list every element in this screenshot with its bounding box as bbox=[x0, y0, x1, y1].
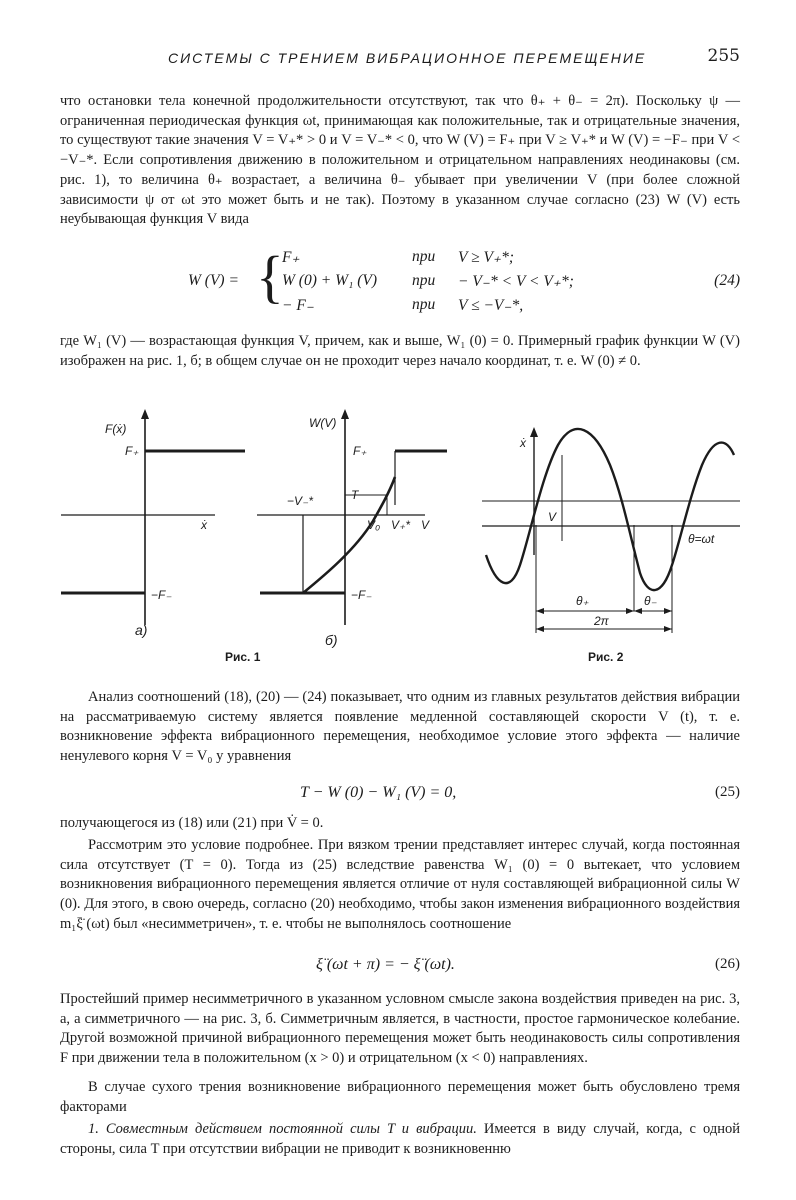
fig1b-neg-label: −V₋* bbox=[287, 494, 314, 508]
equation-25-number: (25) bbox=[715, 784, 740, 800]
eq24-row1-cond: V ≥ V₊*; bbox=[458, 249, 515, 266]
fig2-arrow-2 bbox=[626, 608, 634, 614]
figure-1-caption: Рис. 1 bbox=[225, 650, 261, 664]
eq24-row2-word: при bbox=[412, 272, 436, 289]
equation-24-lhs: W (V) = bbox=[188, 272, 239, 289]
eq24-row3-cond: V ≤ −V₋*, bbox=[458, 297, 524, 314]
paragraph-6: Простейший пример несимметричного в указанном условном смысле закона воздействия приведен на рис. 3, а, а симметричного — на рис. 3, б. Симметричным является, в частности, простое гармоническое колебание. Другой возможной причиной вибрационного перемещения может быть неодинаковость силы сопротивления F при движении тела в положительном (x > 0) и отрицательном (x < 0) направлениях. bbox=[60, 991, 740, 1067]
fig1b-upper-label: F₊ bbox=[353, 444, 367, 458]
fig1a-ylabel: F(ẋ) bbox=[105, 422, 127, 436]
figure-2-caption: Рис. 2 bbox=[588, 650, 624, 664]
fig2-period: 2π bbox=[594, 614, 609, 628]
eq24-row2-cond: − V₋* < V < V₊*; bbox=[458, 273, 574, 290]
fig1b-t-label: T bbox=[351, 488, 359, 502]
equation-26-body: ξ̈ (ωt + π) = − ξ̈ (ωt). bbox=[316, 956, 455, 973]
fig2-xlabel: θ=ωt bbox=[688, 532, 715, 546]
equation-24 bbox=[60, 246, 740, 318]
paragraph-4: получающегося из (18) или (21) при V̇ = 0. bbox=[60, 815, 324, 831]
fig1a-xlabel: ẋ bbox=[201, 518, 207, 532]
figure-1 bbox=[55, 405, 455, 670]
page-number: 255 bbox=[707, 46, 740, 66]
paragraph-2: где W₁ (V) — возрастающая функция V, причем, как и выше, W₁ (0) = 0. Примерный график функции W (V) изображен на рис. 1, б; в общем случае он не проходит через начало координат, т. е. W (0) ≠ 0. bbox=[60, 333, 740, 369]
eq24-row3-expr: − F₋ bbox=[282, 297, 314, 314]
figure-2 bbox=[478, 425, 740, 670]
paragraph-8 bbox=[60, 1120, 740, 1159]
equation-25-body: T − W (0) − W₁ (V) = 0, bbox=[300, 784, 457, 801]
fig2-arrow-4 bbox=[664, 608, 672, 614]
fig2-arrow-3 bbox=[634, 608, 642, 614]
fig2-velocity-curve bbox=[486, 429, 734, 590]
equation-25 bbox=[60, 784, 740, 810]
fig1b-vplus-label: V₊* bbox=[391, 518, 411, 532]
paragraph-7: В случае сухого трения возникновение вибрационного перемещения может быть обусловлено тремя факторами bbox=[60, 1079, 740, 1115]
piecewise-definition bbox=[60, 246, 740, 316]
fig1a-upper-label: F₊ bbox=[125, 444, 139, 458]
equation-26 bbox=[60, 956, 740, 982]
fig1a-y-arrow bbox=[141, 409, 149, 419]
fig1b-curve bbox=[303, 477, 395, 593]
eq24-row1-expr: F₊ bbox=[282, 249, 300, 266]
eq24-row2-expr: W (0) + W₁ (V) bbox=[282, 272, 378, 289]
fig1b-panel-label: б) bbox=[325, 632, 338, 648]
fig2-ylabel: ẋ bbox=[520, 436, 526, 450]
fig1b-y-arrow bbox=[341, 409, 349, 419]
fig2-arrow-1 bbox=[536, 608, 544, 614]
left-brace: { bbox=[256, 244, 284, 309]
fig1b-lower-label: −F₋ bbox=[351, 588, 372, 602]
fig1a-panel-label: а) bbox=[135, 622, 148, 638]
paragraph-3: Анализ соотношений (18), (20) — (24) показывает, что одним из главных результатов действия вибрации на рассматриваемую систему является появление медленной составляющей скорости V (t), т. е. возникновение эффекта вибрационного перемещения, необходимое условие этого эффекта — наличие ненулевого корня V = V₀ у уравнения bbox=[60, 689, 740, 765]
paragraph-5: Рассмотрим это условие подробнее. При вязком трении представляет интерес случай, когда постоянная сила отсутствует (T = 0). Тогда из (25) вследствие равенства W₁ (0) = 0 вытекает, что условием возникновения вибрационного перемещения является отличие от нуля составляющей вибрационной силы W (0). Для этого, в свою очередь, согласно (20) необходимо, чтобы закон изменения вибрационного воздействия m₁ξ̈ (ωt) был «несимметричен», т. е. чтобы не выполнялось соотношение bbox=[60, 837, 740, 932]
eq24-row1-word: при bbox=[412, 248, 436, 265]
page-header bbox=[60, 46, 740, 72]
fig1b-ylabel: W(V) bbox=[309, 416, 337, 430]
fig2-arrow-6 bbox=[664, 626, 672, 632]
paragraph-8-rest: Имеется в виду случай, когда, с одной стороны, сила T при отсутствии вибрации не приводит к возникновенню bbox=[60, 1121, 741, 1157]
eq24-row3-word: при bbox=[412, 296, 436, 313]
equation-26-number: (26) bbox=[715, 956, 740, 972]
equation-24-number: (24) bbox=[714, 272, 740, 289]
fig1b-xlabel: V bbox=[421, 518, 430, 532]
fig2-v-label: V bbox=[548, 510, 557, 524]
fig2-theta-minus: θ₋ bbox=[644, 594, 657, 608]
paragraph-1: что остановки тела конечной продолжительности отсутствуют, так что θ₊ + θ₋ = 2π). Поскольку ψ — ограниченная периодическая функция ωt, принимающая как положительные, так и отрицательные значения, то существуют такие значения V = V₊* > 0 и V = V₋* < 0, что W (V) = F₊ при V ≥ V₊* и W (V) = −F₋ при V < −V₋*. Если сопротивления движению в положительном и отрицательном направлениях неодинаковы (см. рис. 1), то величина θ₊ возрастает, а величина θ₋ убывает при увеличении V (при более сложной зависимости ψ от ωt это может быть и не так). Поэтому в указанном случае согласно (23) W (V) есть неубывающая функция V вида bbox=[60, 93, 740, 228]
fig1b-v0-label: V₀ bbox=[367, 518, 381, 532]
running-title: СИСТЕМЫ С ТРЕНИЕМ ВИБРАЦИОННОЕ ПЕРЕМЕЩЕНИЕ bbox=[168, 50, 647, 66]
paragraph-8-lead: 1. Совместным действием постоянной силы T и вибрации. bbox=[88, 1121, 477, 1137]
fig2-arrow-5 bbox=[536, 626, 544, 632]
fig1a-lower-label: −F₋ bbox=[151, 588, 172, 602]
fig2-y-arrow bbox=[530, 427, 538, 437]
fig2-theta-plus: θ₊ bbox=[576, 594, 589, 608]
